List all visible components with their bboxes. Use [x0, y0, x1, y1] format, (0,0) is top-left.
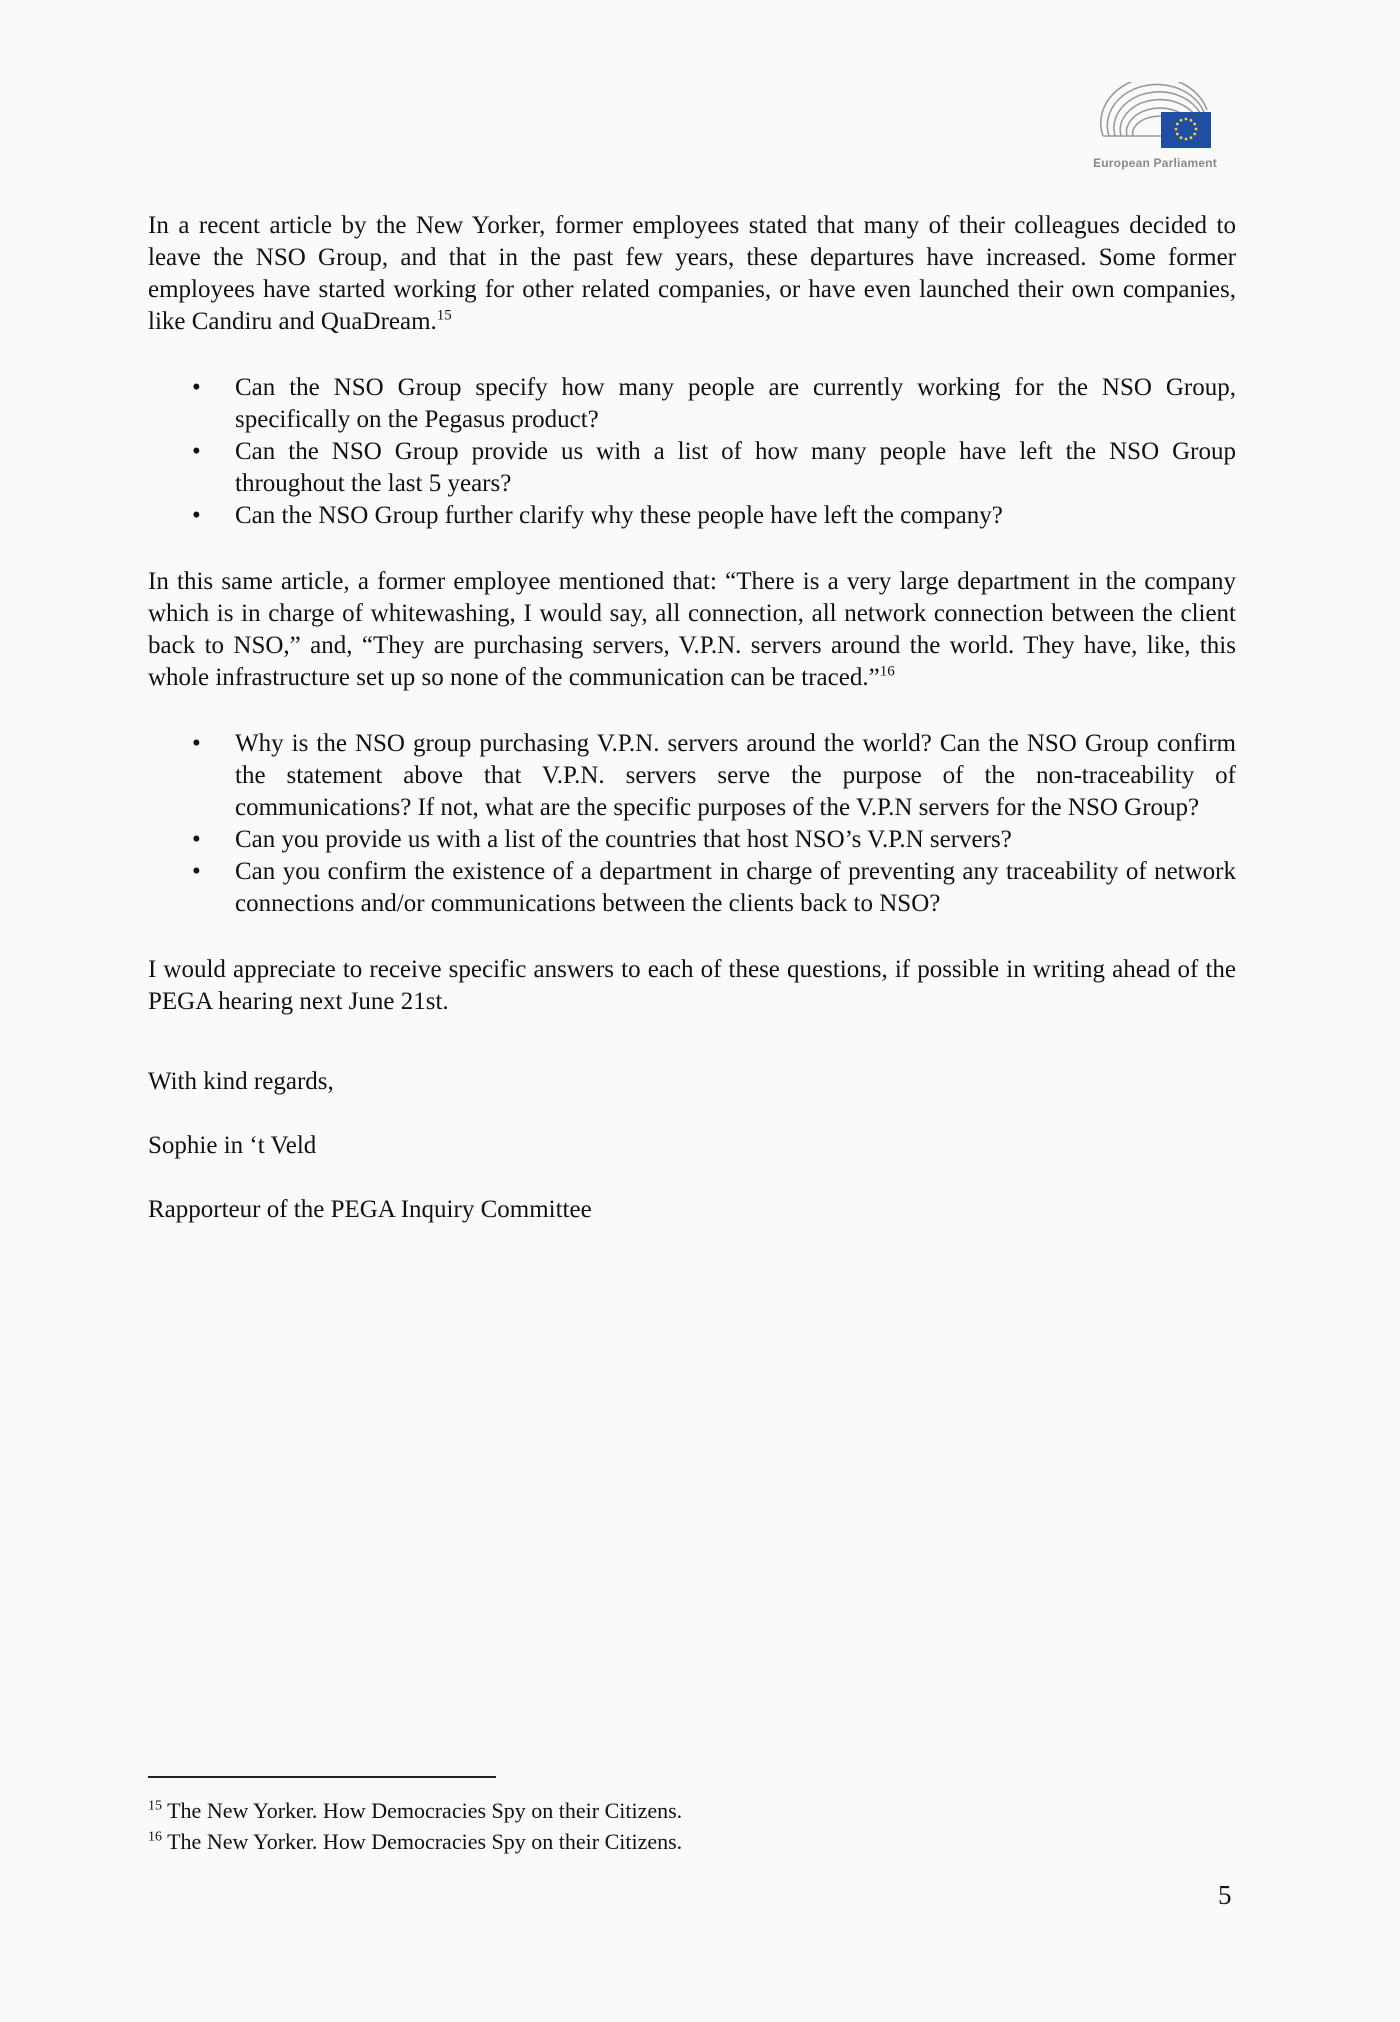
closing-block — [148, 1066, 1236, 1226]
parliament-hemicycle-icon — [1095, 82, 1215, 154]
list-item: • Can the NSO Group specify how many people are currently working for the NSO Group, specifically on the Pegasus product? — [148, 372, 1236, 436]
footnote-16 — [148, 1826, 682, 1857]
question-list-vpn — [148, 728, 1236, 920]
logo-caption: European Parliament — [1093, 156, 1217, 170]
footnote-text: The New Yorker. How Democracies Spy on their Citizens. — [167, 1829, 683, 1854]
footnotes — [148, 1795, 682, 1857]
letter-body — [148, 210, 1236, 1258]
paragraph-intro-text: In a recent article by the New Yorker, former employees stated that many of their colleagues decided to leave the NSO Group, and that in the past few years, these departures have increased. Some former employees have started working for other related companies, or have even launched their own companies, like Candiru and QuaDream. — [148, 212, 1236, 335]
footnote-text: The New Yorker. How Democracies Spy on their Citizens. — [167, 1798, 683, 1823]
footnote-separator — [148, 1776, 496, 1778]
paragraph-request: I would appreciate to receive specific answers to each of these questions, if possible in writing ahead of the PEGA hearing next June 21st. — [148, 956, 1236, 1015]
list-item: • Why is the NSO group purchasing V.P.N. servers around the world? Can the NSO Group confirm the statement above that V.P.N. servers serve the purpose of the non-traceability of communications? If not, what are the specific purposes of the V.P.N servers for the NSO Group? — [148, 728, 1236, 824]
question-list-staff — [148, 372, 1236, 532]
footnote-number: 15 — [148, 1798, 162, 1814]
footnote-15 — [148, 1795, 682, 1826]
paragraph-quote — [148, 566, 1236, 694]
list-item: • Can you provide us with a list of the countries that host NSO’s V.P.N servers? — [148, 824, 1236, 856]
list-item: • Can the NSO Group provide us with a list of how many people have left the NSO Group throughout the last 5 years? — [148, 436, 1236, 500]
salutation: With kind regards, — [148, 1068, 334, 1095]
signatory-title: Rapporteur of the PEGA Inquiry Committee — [148, 1196, 592, 1223]
footnote-ref-15: 15 — [436, 307, 452, 324]
european-parliament-logo — [1090, 82, 1220, 170]
footnote-ref-16: 16 — [879, 663, 895, 680]
list-item: • Can the NSO Group further clarify why these people have left the company? — [148, 500, 1236, 532]
footnote-number: 16 — [148, 1829, 162, 1845]
signatory-name: Sophie in ‘t Veld — [148, 1132, 317, 1159]
paragraph-quote-text: In this same article, a former employee mentioned that: “There is a very large department in the company which is in charge of whitewashing, I would say, all connection, all network connection between the client back to NSO,” and, “They are purchasing servers, V.P.N. servers around the world. They have, like, this whole infrastructure set up so none of the communication can be traced.” — [148, 568, 1236, 691]
list-item: • Can you confirm the existence of a department in charge of preventing any traceability of network connections and/or communications between the clients back to NSO? — [148, 856, 1236, 920]
page-number: 5 — [1218, 1880, 1232, 1910]
paragraph-intro — [148, 210, 1236, 338]
